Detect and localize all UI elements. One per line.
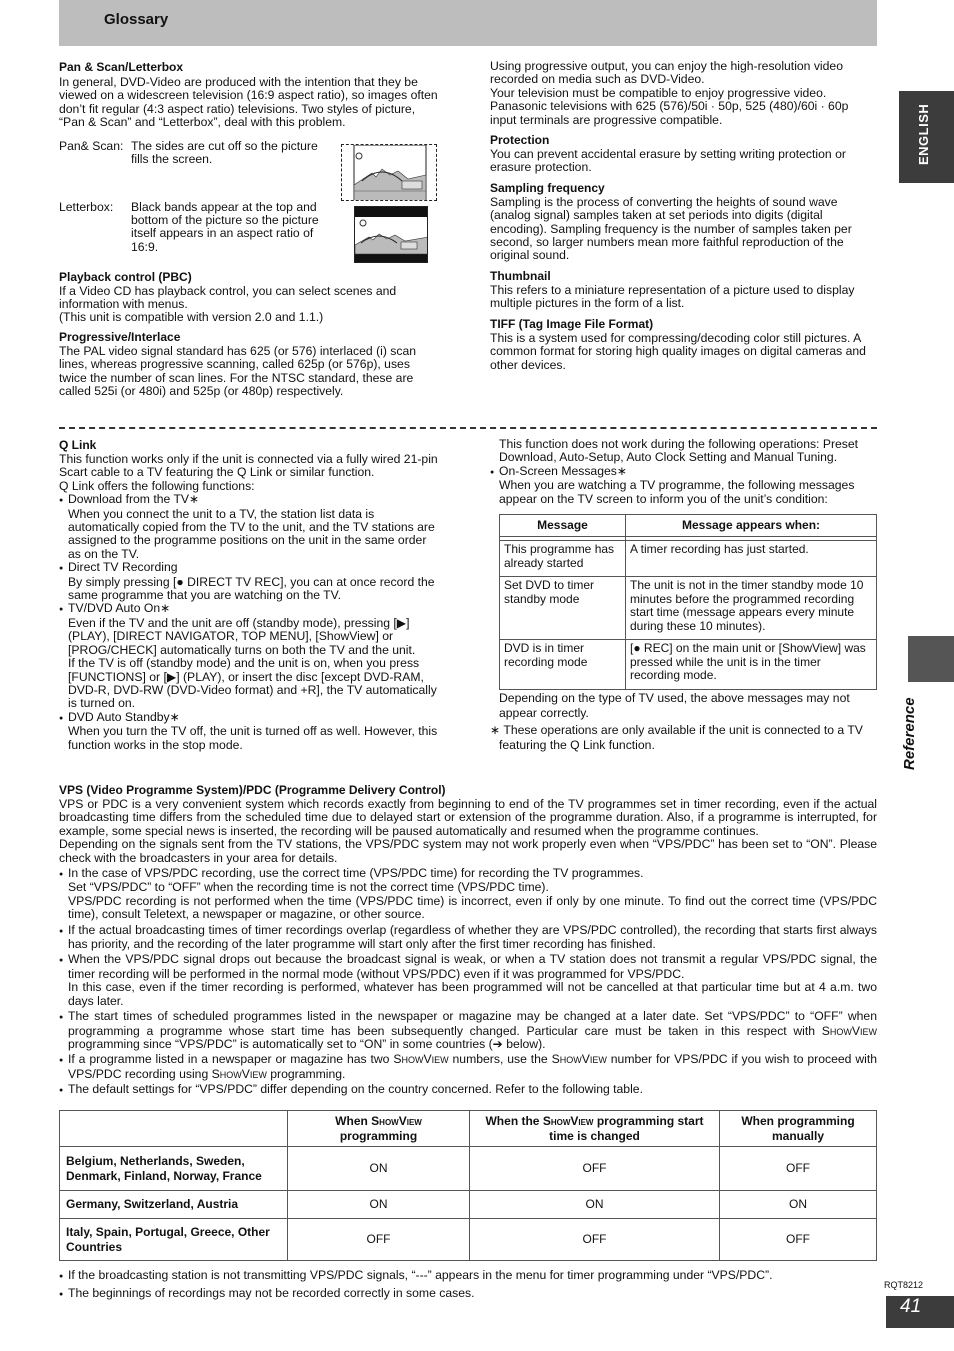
message-col-header: Message — [500, 515, 626, 537]
qlink-bullet-download: ● Download from the TV∗ — [59, 493, 442, 507]
section-divider — [59, 427, 877, 429]
table-row — [60, 1219, 877, 1261]
vps-two-numbers-mid: numbers, use the — [448, 1052, 552, 1067]
progressive-cont-p2: Your television must be compatible to enjoy progressive video. — [490, 85, 827, 100]
vps-bullet-two-numbers — [59, 1053, 877, 1081]
protection-body: You can prevent accidental erasure by setting writing protection or erasure protection. — [490, 147, 846, 175]
qlink-bullet-auto-standby: ● DVD Auto Standby∗ — [59, 711, 442, 725]
table-row — [60, 1147, 877, 1191]
header-text: programming — [339, 1128, 418, 1143]
showview-term: ShowView — [821, 1023, 877, 1038]
tiff-body: This is a system used for compressing/decoding color still pictures. A common format for storing high quality images on digital cameras and other devices. — [490, 330, 866, 372]
letterbox-desc: Black bands appear at the top and bottom of the picture so the picture itself appears in an aspect ratio of 16:9. — [131, 199, 319, 254]
section-label: Reference — [901, 697, 918, 770]
qlink-auto-standby-body: When you turn the TV off, the unit is turned off as well. However, this function works in the stop mode. — [68, 724, 438, 752]
showview-term: ShowView — [551, 1052, 607, 1067]
letterbox-image — [355, 207, 428, 263]
pan-scan-desc: The sides are cut off so the picture fills the screen. — [131, 138, 318, 167]
vps-title: VPS (Video Programme System)/PDC (Programme Delivery Control) — [59, 783, 446, 797]
table-row — [500, 577, 877, 640]
progressive-body: The PAL video signal standard has 625 (or 576) interlaced (i) scan lines, whereas progressive scanning, called 625p (or 576p), uses twice the number of scan lines. For the NTSC standard, these are called 525i (or 480i) and 525p (or 480p) respectively. — [59, 343, 417, 399]
letterbox-label: Letterbox: — [59, 199, 114, 214]
vps-manual-col-header: When programming manually — [720, 1111, 877, 1147]
header-text: When — [335, 1113, 372, 1128]
vps-start-times-post: programming since “VPS/PDC” is automatically set to “ON” in some countries (➔ below). — [68, 1036, 546, 1051]
vps-value-cell: ON — [720, 1191, 877, 1219]
vps-section — [59, 783, 877, 1098]
language-tab-label: ENGLISH — [916, 103, 931, 165]
vps-bullet-signal-drop: ● When the VPS/PDC signal drops out because the broadcast signal is weak, or when a TV station does not transmit a regular VPS/PDC signal, the timer recording will be performed in the normal mode (without VPS/PDC) even if it was programmed for VPS/PDC. — [59, 953, 877, 981]
pan-scan-body: In general, DVD-Video are produced with the intention that they be viewed on a widescreen television (16:9 aspect ratio), so images often don’t fit regular (4:3 aspect ratio) televisions. Two styles of picture, “Pan & Scan” and “Letterbox”, deal with this problem. — [59, 75, 438, 130]
vps-signal-drop-a: In this case, even if the timer recording is performed, whatever has been programmed will not be cancelled at that particular time but at 4 a.m. two days later. — [68, 980, 877, 1008]
vps-value-cell: OFF — [470, 1219, 720, 1261]
showview-term: ShowView — [542, 1113, 594, 1128]
qlink-footnote: ∗ These operations are only available if the unit is connected to a TV featuring the Q Link function. — [490, 723, 863, 752]
vps-note-beginnings: ● The beginnings of recordings may not be recorded correctly in some cases. — [59, 1285, 877, 1303]
message-table — [499, 514, 877, 690]
right-column-top — [490, 60, 877, 372]
progressive-cont-p1: Using progressive output, you can enjoy the high-resolution video recorded on media such as DVD-Video. — [490, 59, 843, 87]
qlink-after-note: Depending on the type of TV used, the above messages may not appear correctly. — [499, 691, 850, 720]
pbc-body: If a Video CD has playback control, you can select scenes and information with menus. — [59, 283, 397, 312]
vps-value-cell: ON — [288, 1191, 470, 1219]
pbc-title: Playback control (PBC) — [59, 269, 192, 284]
table-row — [500, 541, 877, 577]
qlink-auto-on-body2: If the TV is off (standby mode) and the unit is on, when you press [FUNCTIONS] or [▶] (PLAY), or insert the disc [except DVD-RAM, DVD-R, DVD-RW (DVD-Video format) and +R], the TV automatically is turned on. — [68, 656, 437, 711]
qlink-left — [59, 438, 442, 752]
language-tab — [899, 91, 954, 183]
table-row — [60, 1191, 877, 1219]
vps-two-numbers-post: programming. — [266, 1066, 346, 1081]
message-when-cell: A timer recording has just started. — [626, 541, 877, 577]
letterbox-picture — [354, 206, 428, 263]
vps-value-cell: ON — [470, 1191, 720, 1219]
progressive-title: Progressive/Interlace — [59, 329, 181, 344]
message-cell: DVD is in timer recording mode — [500, 640, 626, 690]
showview-term: ShowView — [393, 1052, 449, 1067]
header-bar — [59, 0, 877, 46]
vps-body2: Depending on the signals sent from the TV stations, the VPS/PDC system may not work properly even when “VPS/PDC” has been set to “ON”. Please check with the broadcasters in your area for details. — [59, 837, 877, 865]
sampling-body: Sampling is the process of converting the heights of sound wave (analog signal) samples taken at set periods into digits (digital encoding). Sampling frequency is the number of samples taken per second, so larger numbers mean more faithful reproduction of the original sound. — [490, 194, 852, 263]
page-number: 41 — [886, 1296, 954, 1328]
vps-end-notes — [59, 1267, 877, 1303]
vps-showview-col-header — [288, 1111, 470, 1147]
tiff-title: TIFF (Tag Image File Format) — [490, 316, 654, 331]
page-title: Glossary — [104, 11, 169, 28]
qlink-intro2: Q Link offers the following functions: — [59, 478, 255, 493]
vps-defaults-table — [59, 1110, 877, 1261]
thumbnail-title: Thumbnail — [490, 268, 551, 283]
qlink-intro1: This function works only if the unit is connected via a fully wired 21-pin Scart cable to a TV featuring the Q Link or similar function. — [59, 452, 438, 480]
vps-value-cell: ON — [288, 1147, 470, 1191]
message-when-col-header: Message appears when: — [626, 515, 877, 537]
vps-bullet-defaults: ● The default settings for “VPS/PDC” differ depending on the country concerned. Refer to the following table. — [59, 1083, 877, 1097]
qlink-title: Q Link — [59, 438, 97, 452]
message-when-cell: [● REC] on the main unit or [ShowView] was pressed while the unit is in the timer recording mode. — [626, 640, 877, 690]
qlink-download-body: When you connect the unit to a TV, the station list data is automatically copied from the TV to the unit, and the TV stations are assigned to the programme positions on the unit in the same order as on the TV. — [68, 506, 435, 561]
section-marker — [908, 636, 954, 682]
vps-showview-changed-col-header — [470, 1111, 720, 1147]
vps-value-cell: OFF — [720, 1219, 877, 1261]
vps-start-times-pre: The start times of scheduled programmes listed in the newspaper or magazine may be changed at a later date. Set “VPS/PDC” to “OFF” when programming a programme whose start time has been subsequently changed. Particular care must be taken in this respect with — [68, 1009, 877, 1038]
header-text: When the — [485, 1113, 543, 1128]
qlink-restriction: This function does not work during the following operations: Preset Download, Auto-Setup, Auto Clock Setting and Manual Tuning. — [499, 437, 859, 465]
message-cell: Set DVD to timer standby mode — [500, 577, 626, 640]
vps-correct-time-b: VPS/PDC recording is not performed when the time (VPS/PDC time) is incorrect, even if only by one minute. To find out the correct time (VPS/PDC time), consult Teletext, a newspaper or magazine, or other source. — [68, 893, 877, 922]
vps-two-numbers-mid2: number for VPS/PDC if you wish to proceed with VPS/PDC recording using — [68, 1052, 877, 1081]
message-cell: This programme has already started — [500, 541, 626, 577]
pan-scan-image — [342, 145, 437, 201]
header-text: programming start time is changed — [549, 1113, 704, 1143]
qlink-bullet-osd: ● On-Screen Messages∗ — [490, 465, 877, 479]
message-table-header — [500, 515, 877, 537]
vps-value-cell: OFF — [720, 1147, 877, 1191]
qlink-direct-rec-body: By simply pressing [● DIRECT TV REC], you can at once record the same programme that you are watching on the TV. — [68, 574, 435, 603]
vps-country-cell: Belgium, Netherlands, Sweden, Denmark, Finland, Norway, France — [60, 1147, 288, 1191]
pan-scan-label: Pan& Scan: — [59, 138, 124, 153]
vps-correct-time-a: Set “VPS/PDC” to “OFF” when the recording time is not the correct time (VPS/PDC time). — [68, 880, 549, 895]
qlink-notes — [490, 691, 877, 753]
pan-scan-title: Pan & Scan/Letterbox — [59, 60, 184, 74]
qlink-right — [490, 438, 877, 506]
vps-country-cell: Italy, Spain, Portugal, Greece, Other Countries — [60, 1219, 288, 1261]
vps-value-cell: OFF — [288, 1219, 470, 1261]
doc-code: RQT8212 — [884, 1280, 924, 1290]
qlink-auto-on-body1: Even if the TV and the unit are off (standby mode), pressing [▶] (PLAY), [DIRECT NAVIGATOR, TOP MENU], [ShowView] or [PROG/CHECK] automatically turns on both the TV and the unit. — [68, 615, 416, 657]
pan-scan-picture — [341, 144, 437, 201]
vps-body1: VPS or PDC is a very convenient system which records exactly from beginning to end of the TV programmes set in timer recording, even if the actual broadcasting time differs from the scheduled time due to delayed start or extension of the programme duration. Also, if a programme is interrupted, for example, some special news is inserted, the recording will be paused automatically and resumed when the programme continues. — [59, 797, 877, 838]
vps-bullet-overlap: ● If the actual broadcasting times of timer recordings overlap (regardless of whether they are VPS/PDC controlled), the recording that starts first always has priority, and the recording of the later programme will start only after the first timer recording has finished. — [59, 924, 877, 952]
showview-term: ShowView — [211, 1066, 267, 1081]
vps-table-header — [60, 1111, 877, 1147]
qlink-bullet-direct-rec: ● Direct TV Recording — [59, 561, 442, 575]
message-when-cell: The unit is not in the timer standby mode 10 minutes before the programmed recording start time (message appears every minute during these 10 minutes). — [626, 577, 877, 640]
vps-note-no-signal: ● If the broadcasting station is not transmitting VPS/PDC signals, “---” appears in the menu for timer programming under “VPS/PDC”. — [59, 1267, 877, 1285]
vps-country-cell: Germany, Switzerland, Austria — [60, 1191, 288, 1219]
vps-value-cell: OFF — [470, 1147, 720, 1191]
table-row — [500, 640, 877, 690]
qlink-osd-body: When you are watching a TV programme, the following messages appear on the TV screen to inform you of the unit’s condition: — [499, 478, 855, 506]
vps-country-col-header — [60, 1111, 288, 1147]
showview-term: ShowView — [371, 1113, 422, 1128]
pbc-note: (This unit is compatible with version 2.0 and 1.1.) — [59, 310, 324, 325]
vps-bullet-start-times — [59, 1010, 877, 1051]
vps-two-numbers-pre: If a programme listed in a newspaper or magazine has two — [68, 1052, 394, 1067]
qlink-bullet-auto-on: ● TV/DVD Auto On∗ — [59, 602, 442, 616]
protection-title: Protection — [490, 133, 550, 148]
progressive-cont-p3: Panasonic televisions with 625 (576)/50i · 50p, 525 (480)/60i · 60p input terminals are progressive compatible. — [490, 99, 849, 127]
thumbnail-body: This refers to a miniature representation of a picture used to display multiple pictures in the form of a list. — [490, 282, 855, 311]
vps-bullet-correct-time: ● In the case of VPS/PDC recording, use the correct time (VPS/PDC time) for recording the TV programmes. — [59, 867, 877, 881]
sampling-title: Sampling frequency — [490, 180, 605, 195]
